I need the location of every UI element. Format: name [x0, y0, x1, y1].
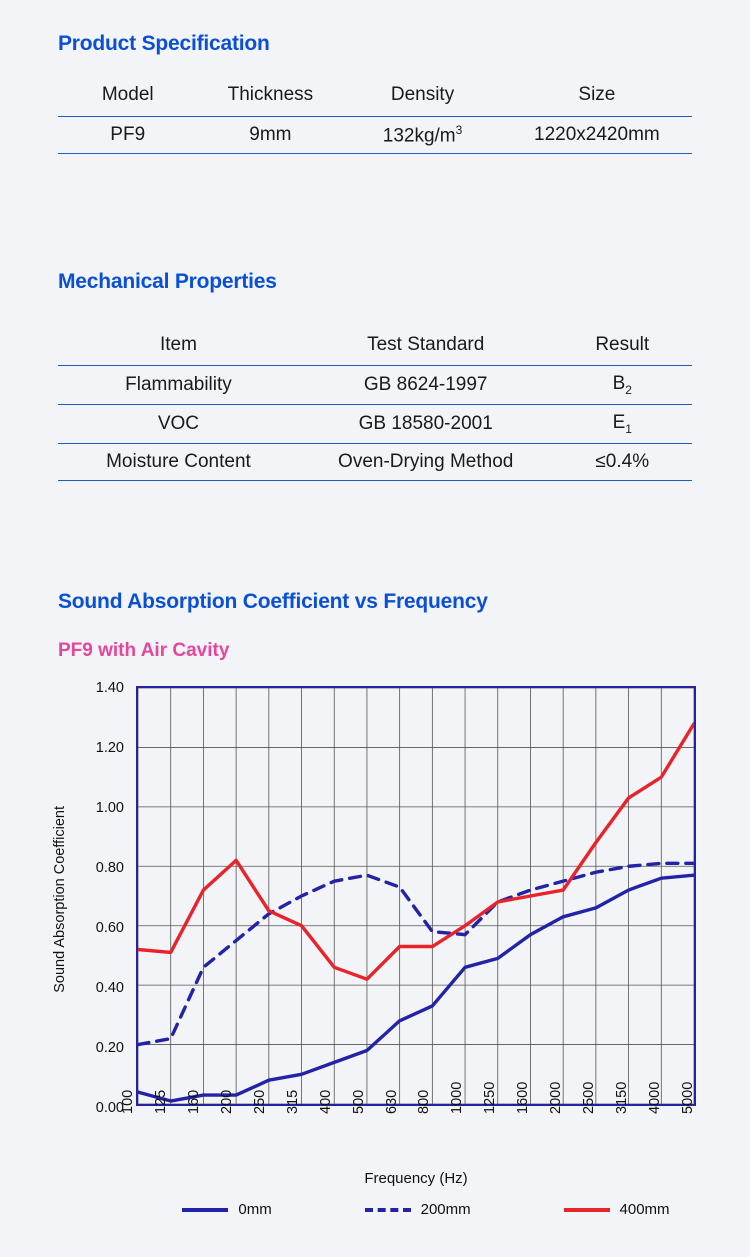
plot-area	[136, 686, 696, 1106]
x-axis-tick-label: 1600	[515, 1081, 532, 1114]
cell-result-value: B	[612, 373, 626, 394]
sound-absorption-chart	[52, 676, 718, 1236]
column-header-model: Model	[101, 84, 154, 105]
cell-density-exponent: 3	[455, 123, 463, 137]
mechanical-properties-table	[58, 330, 692, 481]
x-axis-tick-label: 315	[284, 1089, 301, 1114]
legend-label: 400mm	[619, 1201, 670, 1218]
legend-swatch	[564, 1208, 610, 1212]
cell-standard: GB 18580-2001	[299, 404, 553, 443]
cell-result-value: ≤0.4%	[595, 450, 650, 472]
x-axis-tick-label: 2000	[548, 1081, 565, 1114]
x-axis-tick-label: 1250	[482, 1081, 499, 1114]
y-axis-ticks	[58, 680, 130, 1116]
chart-subtitle: PF9 with Air Cavity	[58, 640, 230, 661]
table-row	[58, 117, 692, 154]
plot-svg	[138, 688, 694, 1104]
y-axis-tick-label: 1.00	[95, 800, 124, 816]
chart-title: Sound Absorption Coefficient vs Frequency	[58, 590, 488, 613]
x-axis-tick-label: 400	[317, 1089, 334, 1114]
x-axis-tick-label: 250	[251, 1089, 268, 1114]
x-axis-tick-label: 125	[152, 1089, 169, 1114]
column-header-result: Result	[595, 334, 650, 355]
legend-label: 0mm	[238, 1201, 272, 1218]
table-row	[58, 443, 692, 480]
legend-item	[182, 1201, 271, 1218]
cell-result	[553, 404, 693, 443]
table-row	[58, 404, 692, 443]
x-axis-tick-label: 1000	[449, 1081, 466, 1114]
x-axis-tick-label: 2500	[581, 1081, 598, 1114]
cell-result-subscript: 2	[625, 382, 632, 397]
cell-item: VOC	[58, 404, 299, 443]
column-header-density: Density	[390, 84, 455, 105]
table-header-row	[58, 330, 692, 366]
y-axis-tick-label: 0.40	[95, 980, 124, 996]
cell-result	[553, 366, 693, 405]
cell-density	[343, 117, 502, 154]
column-header-thickness: Thickness	[227, 84, 314, 105]
table-row	[58, 366, 692, 405]
y-axis-title: Sound Absorption Coefficient	[52, 806, 68, 993]
legend-swatch	[182, 1208, 228, 1212]
chart-legend	[136, 1201, 716, 1218]
legend-label: 200mm	[420, 1201, 471, 1218]
x-axis-tick-label: 160	[185, 1089, 202, 1114]
x-axis-tick-label: 500	[350, 1089, 367, 1114]
x-axis-ticks	[120, 1081, 696, 1172]
legend-item	[365, 1201, 471, 1218]
y-axis-tick-label: 0.20	[95, 1040, 124, 1056]
cell-item: Flammability	[58, 366, 299, 405]
legend-swatch	[365, 1208, 411, 1212]
column-header-item: Item	[159, 334, 197, 355]
y-axis-tick-label: 0.00	[95, 1100, 124, 1116]
product-specification-table	[58, 80, 692, 154]
y-axis-tick-label: 0.60	[95, 920, 124, 936]
cell-result-value: E	[612, 411, 626, 433]
y-axis-tick-label: 0.80	[95, 860, 124, 876]
cell-thickness: 9mm	[197, 117, 343, 154]
y-axis-tick-label: 1.20	[95, 740, 124, 756]
x-axis-tick-label: 3150	[614, 1081, 631, 1114]
column-header-test-standard: Test Standard	[367, 334, 485, 355]
cell-result-subscript: 1	[625, 421, 632, 436]
cell-size: 1220x2420mm	[502, 117, 692, 154]
x-axis-tick-label: 800	[416, 1089, 433, 1114]
cell-density-value: 132kg/m	[382, 125, 456, 147]
cell-result	[553, 443, 693, 480]
legend-item	[564, 1201, 670, 1218]
x-axis-tick-label: 5000	[680, 1081, 696, 1114]
x-axis-tick-label: 100	[120, 1089, 136, 1114]
x-axis-tick-label: 4000	[647, 1081, 664, 1114]
cell-item: Moisture Content	[58, 443, 299, 480]
column-header-size: Size	[578, 84, 616, 105]
x-axis-tick-label: 200	[218, 1089, 235, 1114]
cell-model: PF9	[58, 117, 197, 154]
table-header-row	[58, 80, 692, 117]
mechanical-properties-title: Mechanical Properties	[58, 270, 277, 293]
cell-standard: Oven-Drying Method	[299, 443, 553, 480]
y-axis-tick-label: 1.40	[95, 680, 124, 696]
cell-standard: GB 8624-1997	[299, 366, 553, 405]
x-axis-title: Frequency (Hz)	[364, 1170, 468, 1187]
product-specification-title: Product Specification	[58, 32, 270, 55]
x-axis-tick-label: 630	[383, 1089, 400, 1114]
